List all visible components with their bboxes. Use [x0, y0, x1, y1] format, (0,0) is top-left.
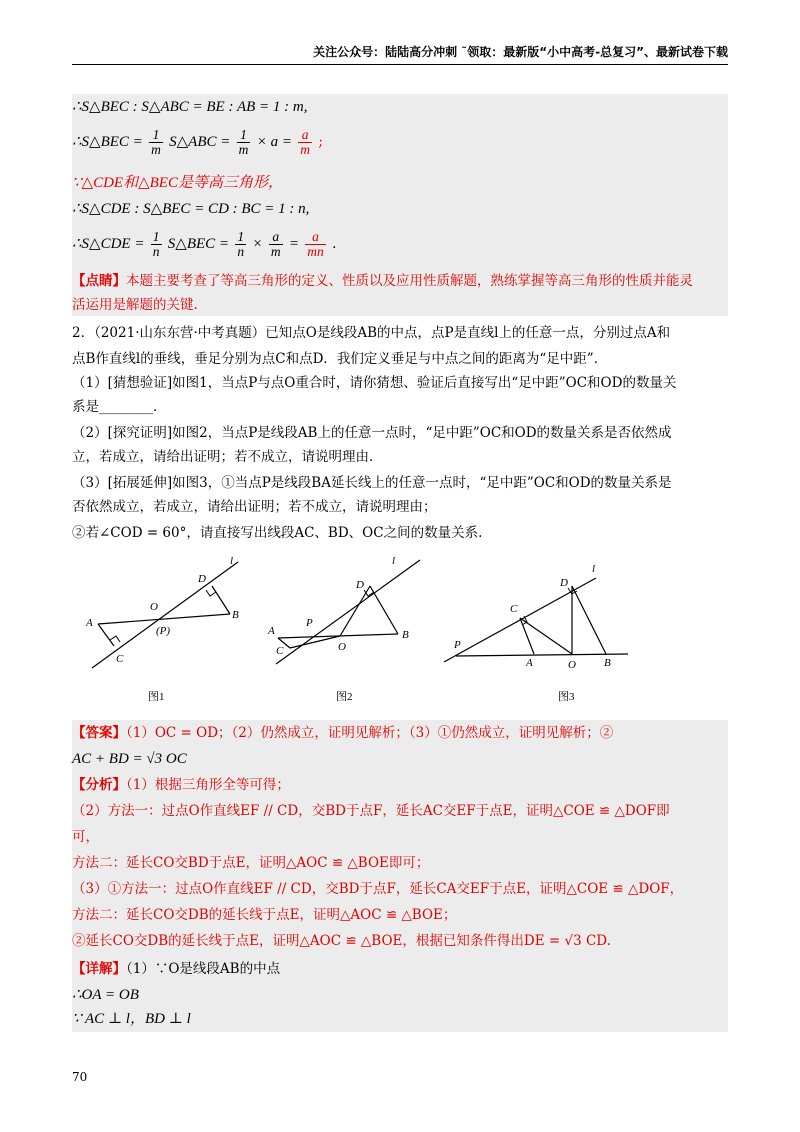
page-header: 关注公众号：陆陆高分冲刺 ˜领取：最新版“小中高考-总复习”、最新试卷下载 [72, 43, 728, 65]
question-line-4: 系是________． [72, 399, 167, 415]
label-o: O [338, 641, 346, 653]
label-b: B [402, 629, 409, 641]
detail-line-2: ∴OA = OB [72, 987, 139, 1003]
analysis-line-5: （3）①方法一：过点O作直线EF // CD，交BD于点F，延长CA交EF于点E，证明△COE ≌ △DOF， [72, 881, 684, 897]
solution-line-1: ∴S△BEC : S△ABC = BE : AB = 1 : m, [72, 99, 308, 115]
fraction: $\frac{1}{n}$ [237, 229, 245, 259]
question-line-7: （3）[拓展延伸]如图3，①当点P是线段BA延长线上的任意一点时，“足中距”OC和OD的数量关系是 [72, 475, 672, 491]
figure-1 [80, 556, 250, 676]
segment-od [340, 586, 370, 636]
label-a: A [268, 625, 275, 637]
analysis-line-1: 【分析】（1）根据三角形全等可得； [72, 777, 290, 793]
segment-bd [370, 586, 398, 634]
fraction: $\frac{1}{m}$ [151, 127, 161, 157]
segment-db [572, 586, 606, 654]
analysis-line-2: （2）方法一：过点O作直线EF // CD，交BD于点F，延长AC交EF于点E，证明△COE ≌ △DOF即 [72, 803, 670, 819]
label-l: l [392, 555, 396, 567]
fraction: $\frac{1}{m}$ [238, 127, 249, 157]
solution-line-3: ∵△CDE和△BEC是等高三角形， [72, 175, 283, 191]
page-number: 70 [72, 1070, 88, 1084]
label-c: C [510, 603, 518, 615]
detail-line-3: ∵ AC ⊥ l，BD ⊥ l [72, 1011, 191, 1027]
label-a: A [526, 657, 533, 669]
label-p: (P) [156, 625, 171, 637]
comment-line-1: 【点睛】本题主要考查了等高三角形的定义、性质以及应用性质解题，熟练掌握等高三角形的性质并能灵 [72, 273, 693, 289]
solution-line-2: ∴S△BEC = $\frac{1}{m}$ S△ABC = $\frac{1}{m}$ × a = $\frac{a}{m}$ ; [72, 127, 323, 157]
fraction: $\frac{a}{mn}$ [307, 229, 324, 259]
right-angle-c [110, 636, 120, 642]
question-line-8: 否依然成立，若成立，请给出证明；若不成立，请说明理由； [72, 499, 437, 515]
label-p: P [306, 617, 313, 629]
figure-2 [262, 552, 432, 676]
analysis-line-4: 方法二：延长CO交BD于点E，证明△AOC ≌ △BOE即可； [72, 855, 430, 871]
label-o: O [150, 601, 158, 613]
segment-ac [98, 624, 114, 646]
figure-1-caption: 图1 [148, 691, 165, 703]
label-l: l [230, 556, 234, 567]
detail-line-1: 【详解】（1）∵O是线段AB的中点 [72, 961, 281, 977]
label-o: O [568, 659, 576, 671]
figure-3-caption: 图3 [558, 691, 575, 703]
label-d: D [356, 579, 364, 591]
segment-bd [212, 586, 230, 614]
figure-2-caption: 图2 [336, 691, 353, 703]
question-line-5: （2）[探究证明]如图2，当点P是线段AB上的任意一点时，“足中距”OC和OD的数量关系是否依然成 [72, 425, 672, 441]
label-a: A [86, 617, 93, 629]
answer-line-2: AC + BD = √3 OC [72, 751, 187, 767]
segment-co [520, 618, 572, 654]
question-line-2: 点B作直线l的垂线，垂足分别为点C和点D．我们定义垂足与中点之间的距离为“足中距”． [72, 351, 608, 367]
answer-line-1: 【答案】（1）OC = OD；（2）仍然成立，证明见解析；（3）①仍然成立，证明见解析；② [72, 725, 614, 741]
line-l [276, 560, 420, 664]
label-c: C [116, 653, 124, 665]
question-line-1: 2．（2021·山东东营·中考真题）已知点O是线段AB的中点，点P是直线l上的任意一点，分别过点A和 [72, 325, 671, 341]
fraction: $\frac{a}{m}$ [270, 229, 281, 259]
label-b: B [232, 609, 239, 621]
solution-line-5: ∴S△CDE = $\frac{1}{n}$ S△BEC = $\frac{1}{n}$ × $\frac{a}{m}$ = $\frac{a}{mn}$ . [72, 229, 337, 259]
fraction: $\frac{a}{m}$ [300, 127, 311, 157]
analysis-line-3: 可， [72, 829, 99, 845]
figure-3 [436, 558, 636, 678]
label-b: B [604, 657, 611, 669]
label-d: D [560, 577, 568, 589]
analysis-line-6: 方法二：延长CO交DB的延长线于点E，证明△AOC ≌ △BOE； [72, 907, 457, 923]
question-line-9: ②若∠COD = 60°，请直接写出线段AC、BD、OC之间的数量关系. [72, 525, 483, 541]
label-p: P [454, 639, 461, 651]
fraction: $\frac{1}{n}$ [152, 229, 160, 259]
label-c: C [276, 645, 284, 657]
label-d: D [198, 573, 206, 585]
question-line-6: 立，若成立，请给出证明；若不成立，请说明理由． [72, 449, 383, 465]
analysis-line-7: ②延长CO交DB的延长线于点E，证明△AOC ≌ △BOE，根据已知条件得出DE = √3 CD. [72, 933, 611, 949]
line-ab [456, 654, 628, 656]
solution-line-4: ∴S△CDE : S△BEC = CD : BC = 1 : n, [72, 201, 310, 217]
question-line-3: （1）[猜想验证]如图1，当点P与点O重合时，请你猜想、验证后直接写出“足中距”OC和OD的数量关 [72, 375, 677, 391]
label-l: l [592, 563, 596, 575]
comment-line-2: 活运用是解题的关键. [72, 297, 198, 313]
line-l [444, 578, 596, 662]
